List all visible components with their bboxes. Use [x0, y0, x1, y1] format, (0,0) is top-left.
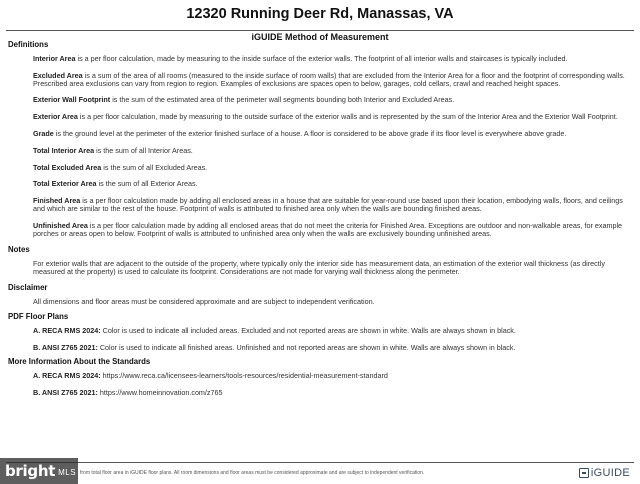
definition-term: Total Exterior Area: [33, 179, 97, 189]
definitions-heading: Definitions: [8, 40, 49, 49]
definition-interior-area: [33, 55, 630, 63]
definition-text: is the ground level at the perimeter of the exterior finished surface of a house. A floor is considered to be above grade if its floor level is everywhere above grade.: [53, 128, 567, 138]
standard-text: Color is used to indicate all included areas. Excluded and not reported areas are shown in white. Walls are always shown in black.: [100, 325, 516, 335]
more-info-link-b[interactable]: [33, 389, 630, 397]
definition-text: is a per floor calculation made by adding all enclosed areas in a house that are suitable for year-round use based upon their location, embodying walls, floors, and ceilings and which are similar to the rest of the house. Footprint of walls is attributed to finished area only when the walls are bounding finished areas.: [33, 196, 623, 213]
disclaimer-heading: Disclaimer: [8, 282, 48, 292]
notes-text: For exterior walls that are adjacent to the outside of the property, where typically only the interior side has measurement data, an estimation of the exterior wall thickness (as directly measured at the property) is used to calculate its footprint. Considerations are not made for varying wall thickness along the perimeter.: [33, 259, 605, 277]
bright-mls-watermark: [0, 458, 78, 484]
definition-total-exterior-area: [33, 180, 630, 188]
page-title: 12320 Running Deer Rd, Manassas, VA: [186, 6, 454, 22]
more-info-heading: More Information About the Standards: [8, 357, 151, 367]
definition-exterior-wall-footprint: [33, 96, 630, 104]
pdf-standard-b: [33, 344, 630, 352]
document-body: [8, 40, 630, 397]
more-info-link-a[interactable]: [33, 372, 630, 380]
footer-divider: [6, 462, 634, 463]
definition-grade: [33, 130, 630, 138]
footer-note: from total floor area in iGUIDE floor plans. All room dimensions and floor areas must be considered approximate and are subject to independent verification.: [80, 470, 425, 476]
definition-finished-area: [33, 197, 630, 213]
document-subtitle: iGUIDE Method of Measurement: [251, 32, 389, 42]
definition-term: Unfinished Area: [33, 220, 88, 230]
iguide-mark-icon: [579, 468, 589, 478]
definition-excluded-area: [33, 72, 630, 88]
definition-term: Total Interior Area: [33, 145, 95, 155]
definition-term: Finished Area: [33, 196, 81, 206]
standard-url[interactable]: https://www.homeinnovation.com/z765: [97, 388, 223, 398]
definition-term: Interior Area: [33, 54, 76, 63]
definition-term: Exterior Area: [33, 112, 78, 122]
definition-term: Excluded Area: [33, 70, 83, 80]
standard-url[interactable]: https://www.reca.ca/licensees-learners/tools-resources/residential-measurement-standard: [100, 371, 388, 381]
definition-text: is a per floor calculation, made by measuring to the inside surface of the exterior walls. The footprint of all interior walls and staircases is typically included.: [75, 54, 568, 63]
page-footer: [0, 462, 640, 484]
definition-text: is the sum of the estimated area of the perimeter wall segments bounding both Interior and Excluded Areas.: [110, 95, 455, 105]
definition-term: Exterior Wall Footprint: [33, 95, 111, 105]
standard-term: A. RECA RMS 2024:: [33, 371, 101, 381]
watermark-brand: bright: [5, 462, 56, 480]
pdf-floor-plans-heading: PDF Floor Plans: [8, 311, 69, 321]
definition-text: is the sum of all Excluded Areas.: [101, 162, 208, 172]
watermark-suffix: MLS: [58, 468, 77, 477]
iguide-logo: [579, 467, 630, 479]
standard-term: A. RECA RMS 2024:: [33, 325, 101, 335]
definition-text: is a sum of the area of all rooms (measured to the inside surface of room walls) that are excluded from the Interior Area for a floor and the footprint of corresponding walls. Prescribed area exclusions can vary from region to region. Examples of exclusions are spaces open to below, garages, cold cellars, crawl and reached height spaces.: [33, 70, 625, 88]
standard-term: B. ANSI Z765 2021:: [33, 388, 98, 398]
definition-text: is a per floor calculation, made by measuring to the outside surface of the exterior walls and is represented by the sum of the Interior Area and the Exterior Wall Footprint.: [77, 112, 618, 122]
notes-heading: Notes: [8, 245, 30, 255]
definition-exterior-area: [33, 113, 630, 121]
definition-total-interior-area: [33, 147, 630, 155]
definition-text: is the sum of all Exterior Areas.: [96, 179, 198, 189]
definition-total-excluded-area: [33, 164, 630, 172]
standard-text: Color is used to indicate all finished areas. Unfinished and not reported areas are shown in white. Walls are always shown in black.: [97, 342, 516, 352]
definition-text: is a per floor calculation made by adding all enclosed areas that do not meet the criteria for Finished Area. Exceptions are outdoor and non-walkable areas, for example porches or areas open to below. Footprint of walls is attributed to unfinished area only when the walls are exclusively bounding unfinished areas.: [33, 220, 623, 238]
standard-term: B. ANSI Z765 2021:: [33, 342, 98, 352]
definition-unfinished-area: [33, 222, 630, 238]
definition-term: Total Excluded Area: [33, 162, 102, 172]
definition-term: Grade: [33, 128, 54, 138]
definition-text: is the sum of all Interior Areas.: [94, 145, 193, 155]
disclaimer-text: All dimensions and floor areas must be considered approximate and are subject to independent verification.: [33, 296, 375, 306]
iguide-logo-text: iGUIDE: [590, 467, 630, 479]
pdf-standard-a: [33, 327, 630, 335]
